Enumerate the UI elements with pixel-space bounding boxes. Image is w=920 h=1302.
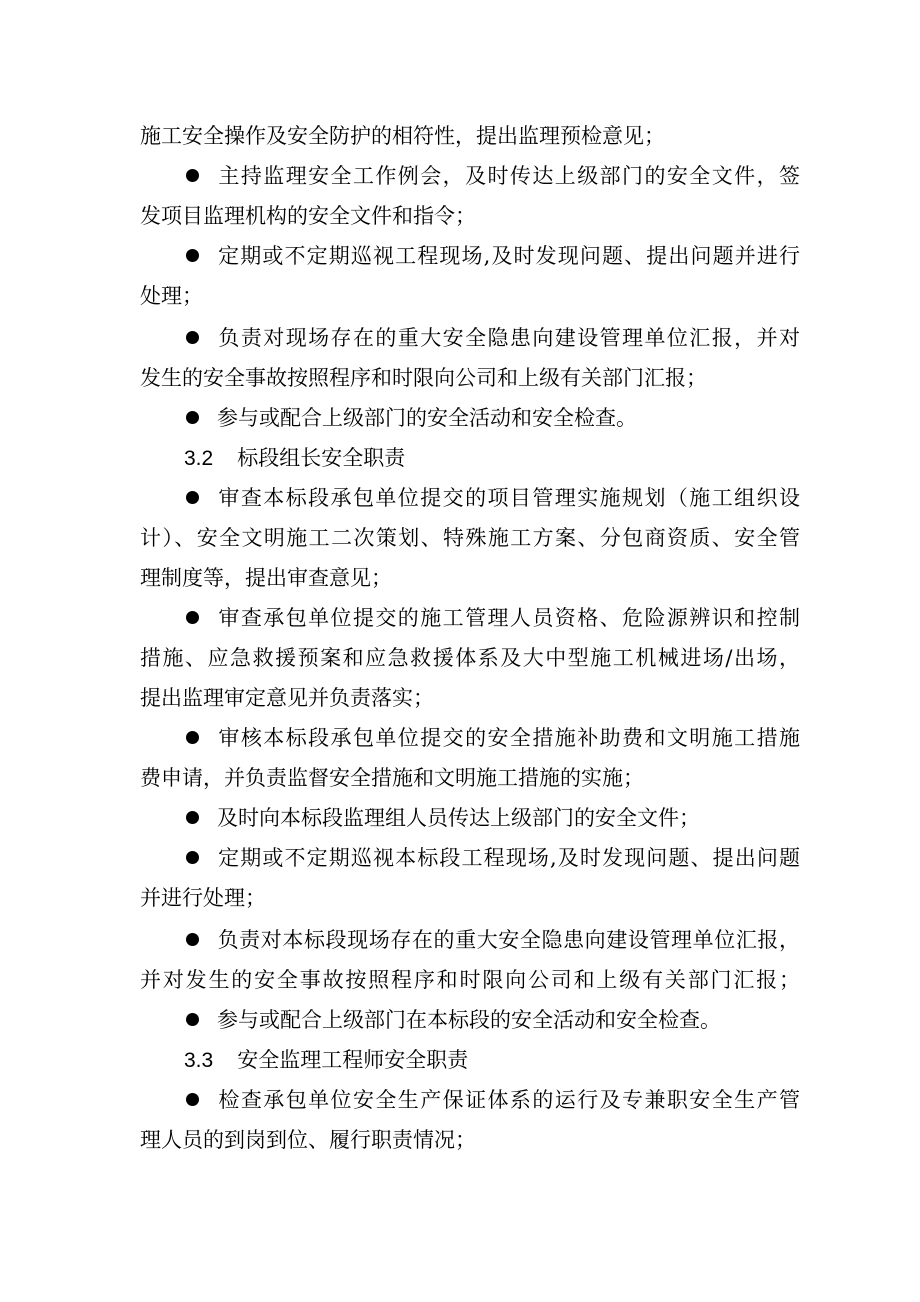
bullet-icon — [186, 331, 199, 344]
bullet-item — [186, 318, 800, 358]
text-line: 及时向本标段监理组人员传达上级部门的安全文件； — [217, 806, 700, 830]
text-line: 提出监理审定意见并负责落实； — [140, 686, 434, 710]
bullet-icon — [186, 411, 199, 424]
text-line: 处理； — [140, 284, 203, 308]
bullet-icon — [186, 249, 199, 262]
section-heading — [184, 1040, 468, 1080]
section-number: 3.3 — [184, 1049, 214, 1072]
bullet-item — [186, 838, 800, 878]
bullet-icon — [186, 851, 199, 864]
text-line: 主持监理安全工作例会，及时传达上级部门的安全文件，签 — [217, 164, 800, 188]
text-line: 检查承包单位安全生产保证体系的运行及专兼职安全生产管 — [217, 1088, 800, 1112]
text-line: 发项目监理机构的安全文件和指令； — [140, 204, 476, 228]
section-number: 3.2 — [184, 447, 214, 470]
text-line: 费申请，并负责监督安全措施和文明施工措施的实施； — [140, 766, 644, 790]
text-line: 发生的安全事故按照程序和时限向公司和上级有关部门汇报； — [140, 366, 707, 390]
text-line: 参与或配合上级部门在本标段的安全活动和安全检查。 — [217, 1008, 721, 1032]
bullet-icon — [186, 933, 199, 946]
bullet-icon — [186, 491, 199, 504]
section-title: 安全监理工程师安全职责 — [237, 1048, 469, 1072]
bullet-item — [186, 1000, 800, 1040]
text-line: 理制度等，提出审查意见； — [140, 566, 392, 590]
bullet-icon — [186, 1093, 199, 1106]
text-line: 并进行处理； — [140, 886, 266, 910]
text-line: 审查本标段承包单位提交的项目管理实施规划（施工组织设 — [217, 486, 800, 510]
text-line: 定期或不定期巡视工程现场,及时发现问题、提出问题并进行 — [217, 244, 800, 268]
text-line: 定期或不定期巡视本标段工程现场,及时发现问题、提出问题 — [217, 846, 800, 870]
bullet-icon — [186, 1013, 199, 1026]
bullet-icon — [186, 731, 199, 744]
bullet-item — [186, 398, 800, 438]
bullet-item — [186, 920, 800, 960]
bullet-item — [186, 718, 800, 758]
text-line: 参与或配合上级部门的安全活动和安全检查。 — [217, 406, 637, 430]
text-line: 审核本标段承包单位提交的安全措施补助费和文明施工措施 — [217, 726, 800, 750]
text-line: 并对发生的安全事故按照程序和时限向公司和上级有关部门汇报； — [140, 968, 800, 992]
bullet-icon — [186, 811, 199, 824]
bullet-item — [186, 1080, 800, 1120]
text-line: 理人员的到岗到位、履行职责情况； — [140, 1128, 476, 1152]
bullet-item — [186, 156, 800, 196]
bullet-icon — [186, 169, 199, 182]
section-heading — [184, 438, 405, 478]
bullet-icon — [186, 611, 199, 624]
text-line: 计）、安全文明施工二次策划、特殊施工方案、分包商资质、安全管 — [140, 526, 800, 550]
section-title: 标段组长安全职责 — [237, 446, 406, 470]
bullet-item — [186, 598, 800, 638]
text-line: 负责对现场存在的重大安全隐患向建设管理单位汇报，并对 — [217, 326, 800, 350]
text-line: 施工安全操作及安全防护的相符性，提出监理预检意见； — [140, 124, 665, 148]
bullet-item — [186, 478, 800, 518]
bullet-item — [186, 236, 800, 276]
text-line: 负责对本标段现场存在的重大安全隐患向建设管理单位汇报， — [217, 928, 800, 952]
text-line: 审查承包单位提交的施工管理人员资格、危险源辨识和控制 — [217, 606, 800, 630]
bullet-item — [186, 798, 800, 838]
text-line: 措施、应急救援预案和应急救援体系及大中型施工机械进场/出场， — [140, 646, 800, 670]
